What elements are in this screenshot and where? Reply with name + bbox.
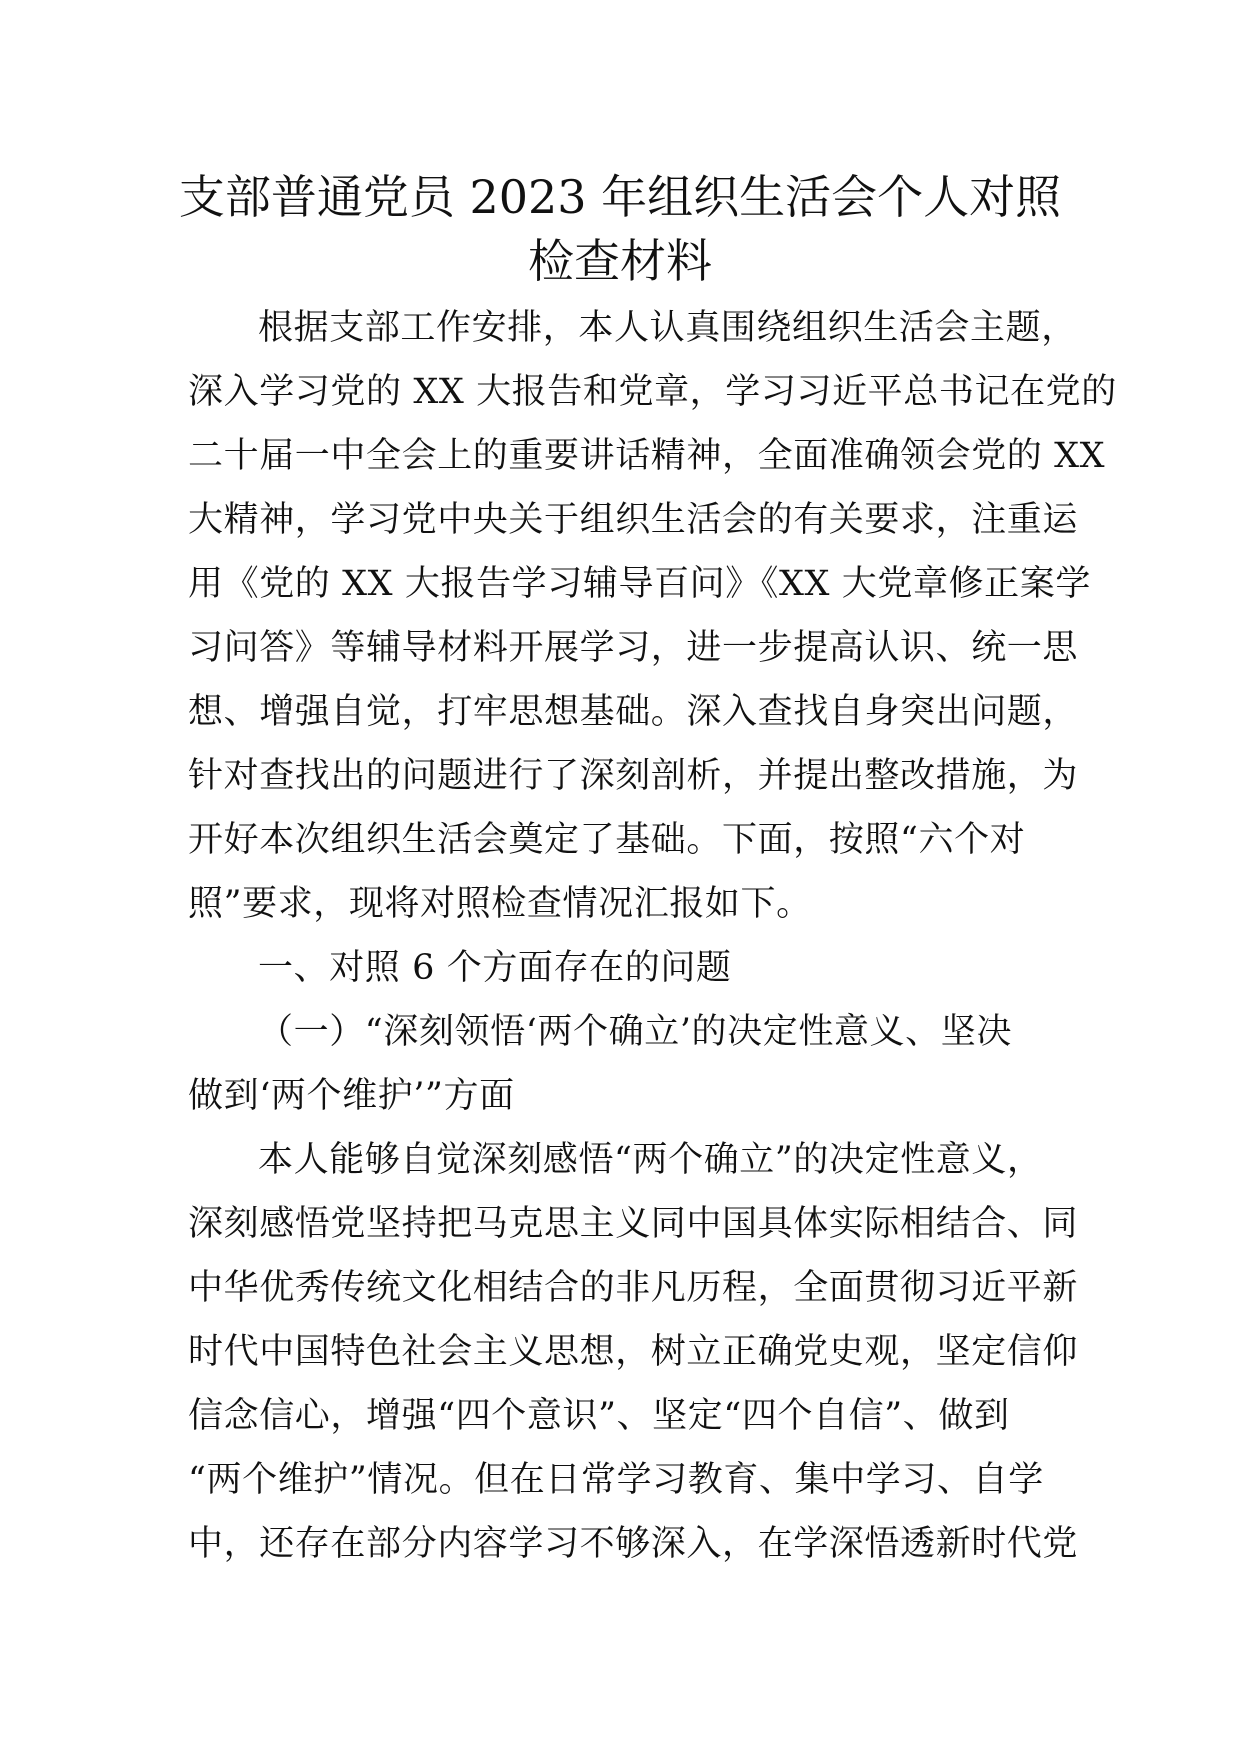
paragraph-line: 深入学习党的 XX 大报告和党章，学习习近平总书记在党的 [188,372,1117,412]
paragraph-line: 照”要求，现将对照检查情况汇报如下。 [188,884,812,924]
paragraph-line: 信念信心，增强“四个意识”、坚定“四个自信”、做到 [188,1396,1010,1436]
section-heading: 一、对照 6 个方面存在的问题 [258,948,732,988]
paragraph-line: 二十届一中全会上的重要讲话精神，全面准确领会党的 XX [188,436,1106,476]
document-title-line-2: 检查材料 [528,234,712,288]
paragraph-line: 针对查找出的问题进行了深刻剖析，并提出整改措施，为 [188,756,1079,796]
paragraph-line: 中华优秀传统文化相结合的非凡历程，全面贯彻习近平新 [188,1268,1079,1308]
subsection-heading-line-1: （一）“深刻领悟‘两个确立’的决定性意义、坚决 [258,1012,1012,1052]
paragraph-line: 大精神，学习党中央关于组织生活会的有关要求，注重运 [188,500,1079,540]
paragraph-line: 根据支部工作安排，本人认真围绕组织生活会主题， [258,308,1077,348]
paragraph-line: 本人能够自觉深刻感悟“两个确立”的决定性意义， [258,1140,1043,1180]
paragraph-line: 开好本次组织生活会奠定了基础。下面，按照“六个对 [188,820,1026,860]
paragraph-line: 用《党的 XX 大报告学习辅导百问》《XX 大党章修正案学 [188,564,1091,604]
subsection-heading-line-2: 做到‘两个维护’”方面 [188,1076,515,1116]
paragraph-line: 深刻感悟党坚持把马克思主义同中国具体实际相结合、同 [188,1204,1079,1244]
paragraph-line: 习问答》等辅导材料开展学习，进一步提高认识、统一思 [188,628,1079,668]
paragraph-line: 中，还存在部分内容学习不够深入，在学深悟透新时代党 [188,1524,1079,1564]
paragraph-line: “两个维护”情况。但在日常学习教育、集中学习、自学 [188,1460,1044,1500]
document-title-line-1: 支部普通党员 2023 年组织生活会个人对照 [178,170,1062,224]
paragraph-line: 时代中国特色社会主义思想，树立正确党史观，坚定信仰 [188,1332,1079,1372]
paragraph-line: 想、增强自觉，打牢思想基础。深入查找自身突出问题， [188,692,1079,732]
